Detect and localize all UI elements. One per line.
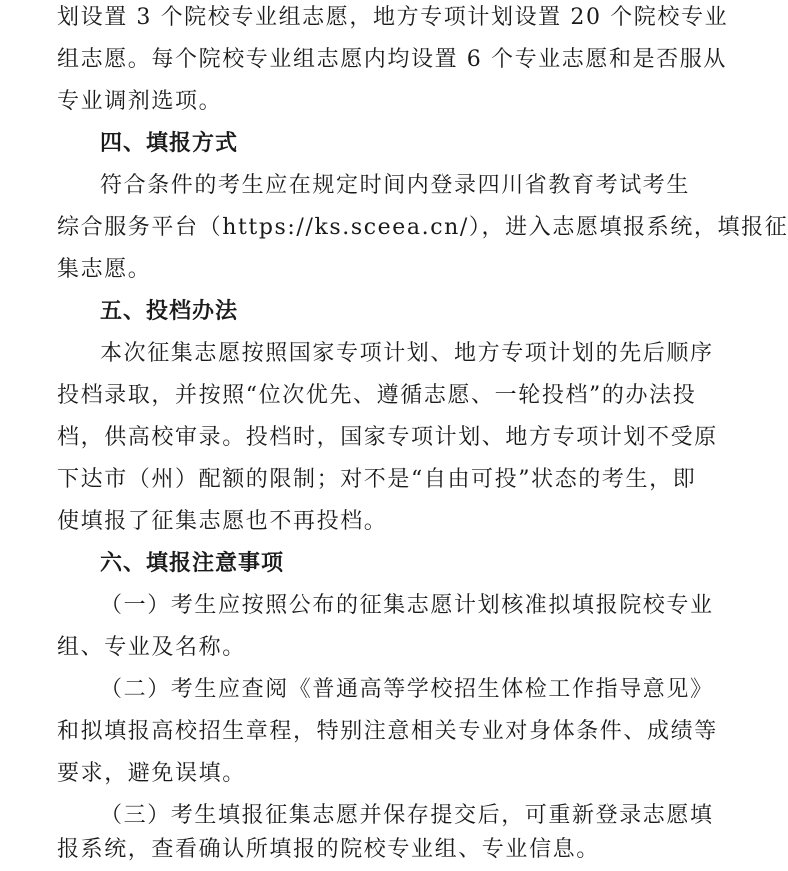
paragraph-line: 划设置 3 个院校专业组志愿，地方专项计划设置 20 个院校专业 [57, 5, 729, 30]
paragraph-line: 使填报了征集志愿也不再投档。 [57, 509, 388, 534]
paragraph-line: 组志愿。每个院校专业组志愿内均设置 6 个专业志愿和是否服从 [57, 47, 727, 72]
paragraph-line: （三）考生填报征集志愿并保存提交后，可重新登录志愿填 [100, 803, 714, 828]
paragraph-line: 组、专业及名称。 [57, 635, 246, 660]
paragraph-line: 下达市（州）配额的限制；对不是“自由可投”状态的考生，即 [57, 467, 697, 492]
section-heading-filing-method: 四、填报方式 [100, 131, 239, 156]
paragraph-line: 档，供高校审录。投档时，国家专项计划、地方专项计划不受原 [57, 425, 718, 450]
section-heading-admission-method: 五、投档办法 [100, 299, 239, 324]
paragraph-line: 投档录取，并按照“位次优先、遵循志愿、一轮投档”的办法投 [57, 383, 697, 408]
paragraph-line: 符合条件的考生应在规定时间内登录四川省教育考试考生 [100, 173, 691, 198]
paragraph-line: 集志愿。 [57, 257, 152, 282]
paragraph-line: （一）考生应按照公布的征集志愿计划核准拟填报院校专业 [100, 593, 714, 618]
paragraph-line: 专业调剂选项。 [57, 89, 223, 114]
section-heading-filing-notes: 六、填报注意事项 [100, 551, 285, 576]
paragraph-line: 报系统，查看确认所填报的院校专业组、专业信息。 [57, 837, 600, 862]
paragraph-line: 本次征集志愿按照国家专项计划、地方专项计划的先后顺序 [100, 341, 714, 366]
paragraph-line: 要求，避免误填。 [57, 761, 246, 786]
paragraph-line: 综合服务平台（https://ks.sceea.cn/），进入志愿填报系统，填报征 [57, 215, 788, 240]
paragraph-line: （二）考生应查阅《普通高等学校招生体检工作指导意见》 [100, 677, 714, 702]
paragraph-line: 和拟填报高校招生章程，特别注意相关专业对身体条件、成绩等 [57, 719, 718, 744]
